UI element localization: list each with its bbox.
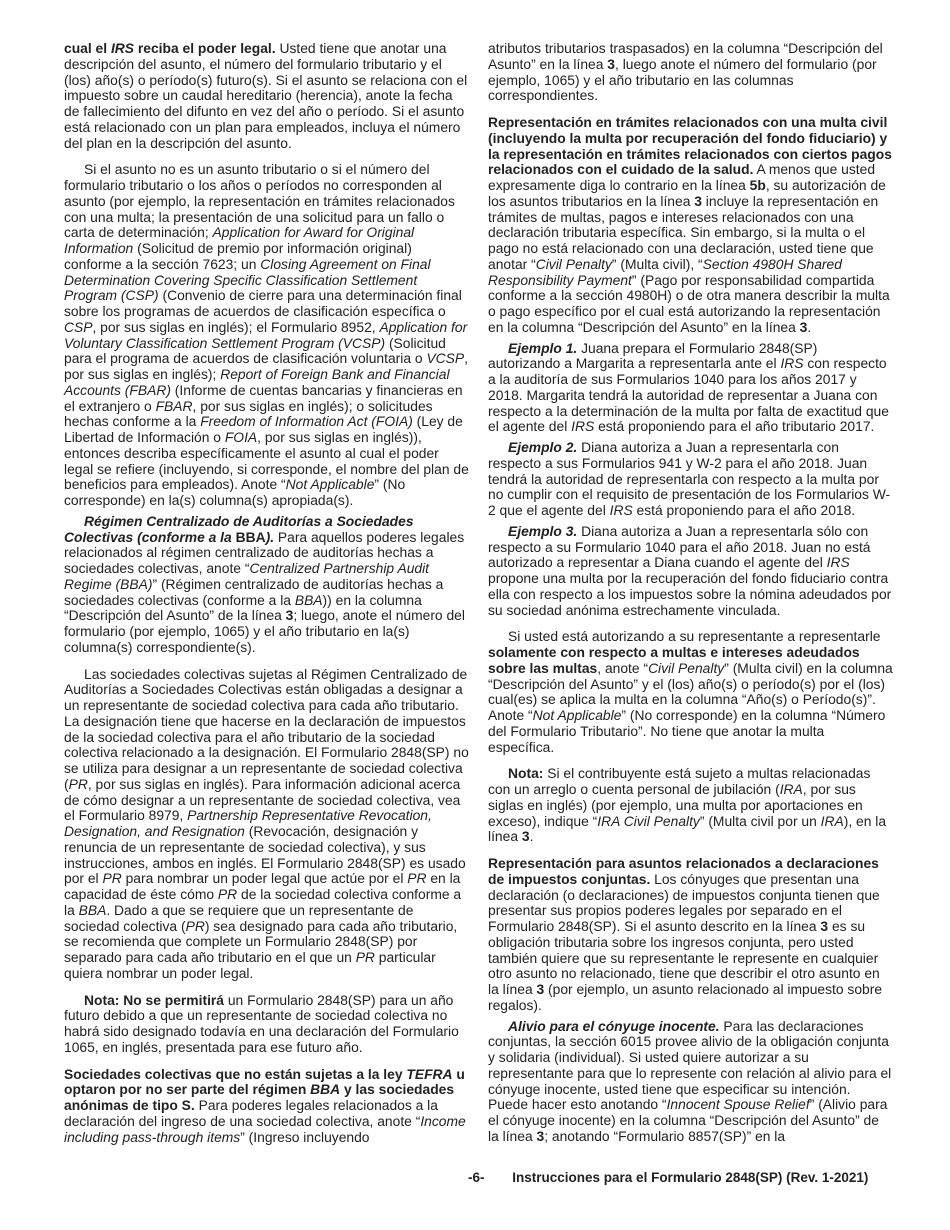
example-paragraph: Ejemplo 2. Diana autoriza a Juan a representarla con respecto a sus Formularios 941 y W-2 para el año 2018. Juan tendrá la autoridad de representarla con respecto a la multa por no cumplir con el requisito de presentación de los Formularios W-2 que el agente del IRS está proponiendo para el año 2018. xyxy=(488,439,891,518)
example-paragraph: Ejemplo 1. Juana prepara el Formulario 2848(SP) autorizando a Margarita a representarla ante el IRS con respecto a la auditoría de sus Formularios 1040 para los años 2017 y 2018. Margarita tendrá la autoridad de representar a Juana con respecto a la determinación de la multa por falta de exactitud que el agente del IRS está proponiendo para el año tributario 2017. xyxy=(488,339,889,435)
note-paragraph: Nota: Si el contribuyente está sujeto a multas relacionadas con un arreglo o cuenta personal de jubilación (IRA, por sus siglas en inglés) (por ejemplo, una multa por aportaciones en exceso), indique “IRA Civil Penalty” (Multa civil por un IRA), en la línea 3. xyxy=(488,765,887,845)
paragraph: Si el asunto no es un asunto tributario o si el número del formulario tributario o los años o períodos no corresponden al asunto (por ejemplo, la representación en trámites relacionados con una multa; la presentación de una solicitud para un fallo o carta de determinación; Application for Award for Original Information (Solicitud de premio por información original) conforme a la sección 7623; un Closing Agreement on Final Determination Covering Specific Classification Settlement Program (CSP) (Convenio de cierre para una determinación final sobre los programas de acuerdos de clasificación específica o CSP, por sus siglas en inglés); el Formulario 8952, Application for Voluntary Classification Settlement Program (VCSP) (Solicitud para el programa de acuerdos de clasificación voluntaria o VCSP, por sus siglas en inglés); Report of Foreign Bank and Financial Accounts (FBAR) (Informe de cuentas bancarias y financieras en el extranjero o FBAR, por sus siglas en inglés); o solicitudes hechas conforme a la Freedom of Information Act (FOIA) (Ley de Libertad de Información o FOIA, por sus siglas en inglés)), entonces describa específicamente el asunto al cual el poder legal se refiere (incluyendo, si corresponde, el nombre del plan de beneficios para empleados). Anote “Not Applicable” (No corresponde) en la(s) columna(s) apropiada(s). xyxy=(64,161,469,508)
page-number: -6- xyxy=(468,1170,485,1185)
page-footer xyxy=(468,1170,898,1185)
left-column xyxy=(64,41,469,1150)
note-paragraph: Nota: No se permitirá un Formulario 2848(SP) para un año futuro debido a que un representante de sociedad colectiva no habrá sido designado todavía en una declaración del Formulario 1065, en inglés, presentada para ese futuro año. xyxy=(64,991,459,1055)
right-column xyxy=(488,41,893,1150)
footer-title: Instrucciones para el Formulario 2848(SP) (Rev. 1-2021) xyxy=(512,1170,869,1185)
paragraph: Las sociedades colectivas sujetas al Régimen Centralizado de Auditorías a Sociedades Colectivas están obligadas a designar a un representante de sociedad colectiva para cada año tributario. La designación tiene que hacerse en la declaración de impuestos de la sociedad colectiva para el año tributario de la sociedad colectiva relacionado a la designación. El Formulario 2848(SP) no se utiliza para designar a un representante de sociedad colectiva (PR, por sus siglas en inglés). Para información adicional acerca de cómo designar a un representante de sociedad colectiva, vea el Formulario 8979, Partnership Representative Revocation, Designation, and Resignation (Revocación, designación y renuncia de un representante de sociedad colectiva), y sus instrucciones, ambos en inglés. El Formulario 2848(SP) es usado por el PR para nombrar un poder legal que actúe por el PR en la capacidad de éste cómo PR de la sociedad colectiva conforme a la BBA. Dado a que se requiere que un representante de sociedad colectiva (PR) sea designado para cada año tributario, se recomienda que complete un Formulario 2848(SP) por separado para cada año tributario en el que un PR particular quiera nombrar un poder legal. xyxy=(64,665,469,981)
example-paragraph: Ejemplo 3. Diana autoriza a Juan a representarla sólo con respecto a su Formulario 1040 para el año 2018. Juan no está autorizado a representar a Diana cuando el agente del IRS propone una multa por la recuperación del fondo fiduciario contra ella con respecto a los impuestos sobre la nómina adeudados por su sociedad anónima estrechamente vinculada. xyxy=(488,522,892,618)
section-heading-paragraph: Representación para asuntos relacionados a declaraciones de impuestos conjuntas. Los cónyuges que presentan una declaración (o declaraciones) de impuestos conjunta tienen que presentar sus propios poderes legales por separado en el Formulario 2848(SP). Si el asunto descrito en la línea 3 es su obligación tributaria sobre los ingresos conjunta, pero usted también quiere que su representante le represente en cualquier otro asunto no relacionado, tiene que describir el otro asunto en la línea 3 (por ejemplo, un asunto relacionado al impuesto sobre regalos). xyxy=(488,855,883,1013)
paragraph: Régimen Centralizado de Auditorías a Sociedades Colectivas (conforme a la BBA). Para aquellos poderes legales relacionados al régimen centralizado de auditorías hechas a sociedades colectivas, anote “Centralized Partnership Audit Regime (BBA)” (Régimen centralizado de auditorías hechas a sociedades colectivas (conforme a la BBA)) en la columna “Descripción del Asunto” de la línea 3; luego, anote el número del formulario (por ejemplo, 1065) y el año tributario en la(s) columna(s) correspondiente(s). xyxy=(64,512,465,655)
paragraph: Alivio para el cónyuge inocente. Para las declaraciones conjuntas, la sección 6015 provee alivio de la obligación conjunta y solidaria (individual). Si usted quiere autorizar a su representante para que lo represente con relación al alivio para el cónyuge inocente, usted tiene que especificar su intención. Puede hacer esto anotando “Innocent Spouse Relief” (Alivio para el cónyuge inocente) en la columna “Descripción del Asunto” de la línea 3; anotando “Formulario 8857(SP)” en la xyxy=(488,1017,892,1144)
paragraph: cual el IRS reciba el poder legal. Usted tiene que anotar una descripción del asunto, el número del formulario tributario y el (los) año(s) o período(s) futuro(s). Si el asunto se relaciona con el impuesto sobre un caudal hereditario (herencia), anote la fecha de fallecimiento del difunto en vez del año o período. Si el asunto está relacionado con un plan para empleados, incluya el número del plan en la descripción del asunto. xyxy=(64,40,468,151)
paragraph: Si usted está autorizando a su representante a representarle solamente con respecto a multas e intereses adeudados sobre las multas, anote “Civil Penalty” (Multa civil) en la columna “Descripción del Asunto” y el (los) año(s) o período(s) por el (los) cual(es) se aplica la multa en la columna “Año(s) o Período(s)”. Anote “Not Applicable” (No corresponde) en la columna “Número del Formulario Tributario”. No tiene que anotar la multa específica. xyxy=(488,628,893,755)
section-heading-paragraph: Sociedades colectivas que no están sujetas a la ley TEFRA u optaron por no ser parte del régimen BBA y las sociedades anónimas de tipo S. Para poderes legales relacionados a la declaración del ingreso de una sociedad colectiva, anote “Income including pass-through items” (Ingreso incluyendo xyxy=(64,1065,466,1145)
paragraph: atributos tributarios traspasados) en la columna “Descripción del Asunto” en la línea 3, luego anote el número del formulario (por ejemplo, 1065) y el año tributario en las columnas correspondientes. xyxy=(488,40,883,104)
section-heading-paragraph: Representación en trámites relacionados con una multa civil (incluyendo la multa por recuperación del fondo fiduciario) y la representación en trámites relacionados con ciertos pagos relacionados con el cuidado de la salud. A menos que usted expresamente diga lo contrario en la línea 5b, su autorización de los asuntos tributarios en la línea 3 incluye la representación en trámites de multas, pagos e intereses relacionados con una declaración tributaria específica. Sin embargo, si la multa o el pago no está relacionado con una declaración, usted tiene que anotar “Civil Penalty” (Multa civil), “Section 4980H Shared Responsibility Payment” (Pago por responsabilidad compartida conforme a la sección 4980H) o de otra manera describir la multa o pago específico por el cual está autorizando la representación en la columna “Descripción del Asunto” en la línea 3. xyxy=(488,114,892,335)
